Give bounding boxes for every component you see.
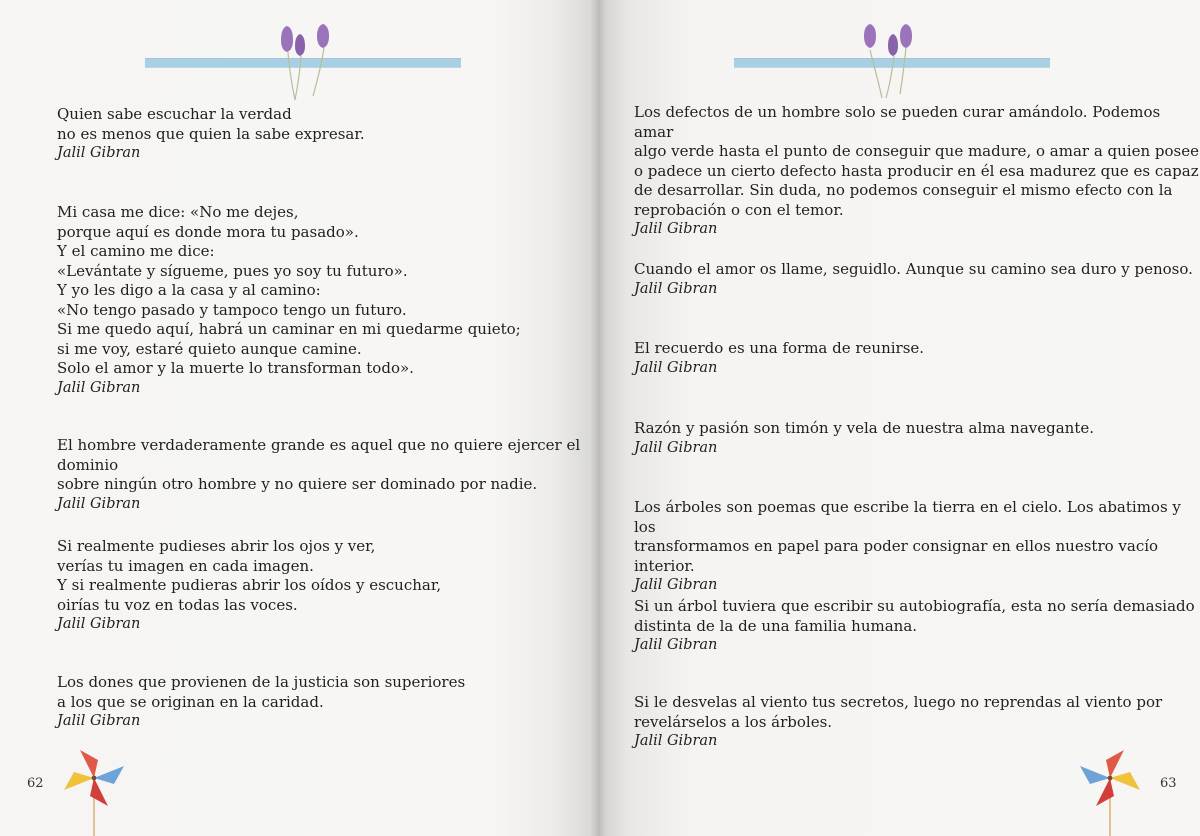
quote-text: Los defectos de un hombre solo se pueden curar amándolo. Podemos amar algo verde hasta el punto de conseguir que madure, o amar a quien posee o padece un cierto defecto hasta producir en él esa madurez que es capaz de desarrollar. Sin duda, no podemos conseguir el mismo efecto con la reprobación o con el temor. [634,103,1199,219]
quote-author: Jalil Gibran [634,637,718,653]
quote-block [57,105,365,164]
quote-author: Jalil Gibran [634,733,718,749]
quote-block [634,498,1200,596]
quote-author: Jalil Gibran [57,379,141,396]
page-number: 63 [1160,776,1177,791]
quote-author: Jalil Gibran [634,577,718,593]
top-ornament [734,22,1064,102]
quote-text: Si le desvelas al viento tus secretos, luego no reprendas al viento por revelárselos a los árboles. [634,693,1163,731]
quote-text: Si realmente pudieses abrir los ojos y ver, verías tu imagen en cada imagen. Y si realmente pudieras abrir los oídos y escuchar, oirías tu voz en todas las voces. [57,537,442,614]
quote-block [634,597,1195,656]
quote-block [634,419,1094,458]
quote-text: Cuando el amor os llame, seguidlo. Aunque su camino sea duro y penoso. [634,260,1193,278]
quote-author: Jalil Gibran [57,495,141,512]
quote-block [57,673,465,732]
quote-author: Jalil Gibran [634,359,718,376]
quote-block [634,103,1200,240]
quote-block [634,260,1193,299]
quote-author: Jalil Gibran [57,145,141,161]
pinwheel-icon [1074,744,1146,836]
left-page [0,0,598,836]
quote-author: Jalil Gibran [57,713,141,729]
quote-author: Jalil Gibran [634,221,718,237]
tulip-ribbon-icon [271,22,341,102]
top-ornament [145,22,475,102]
pinwheel-icon [58,744,130,836]
quote-author: Jalil Gibran [634,439,718,456]
quote-block [57,436,598,514]
quote-author: Jalil Gibran [57,616,141,632]
quote-text: El recuerdo es una forma de reunirse. [634,339,925,357]
quote-text: Mi casa me dice: «No me dejes, porque aquí es donde mora tu pasado». Y el camino me dice: «Levántate y sígueme, pues yo soy tu futuro». Y yo les digo a la casa y al camino: «No tengo pasado y tampoco tengo un futuro. Si me quedo aquí, habrá un caminar en mi quedarme quieto; si me voy, estaré quieto aunque camine. Solo el amor y la muerte lo transforman todo». [57,203,521,377]
page-number: 62 [27,776,44,791]
quote-block [634,693,1162,752]
quote-block [634,339,924,378]
quote-author: Jalil Gibran [634,280,718,297]
quote-text: El hombre verdaderamente grande es aquel que no quiere ejercer el dominio sobre ningún otro hombre y no quiere ser dominado por nadie. [57,436,581,493]
tulip-ribbon-icon [860,22,930,102]
book-spine [590,0,606,836]
quote-text: Los árboles son poemas que escribe la tierra en el cielo. Los abatimos y los transformamos en papel para poder consignar en ellos nuestro vacío interior. [634,498,1181,575]
quote-block [57,203,521,398]
quote-text: Razón y pasión son timón y vela de nuestra alma navegante. [634,419,1095,437]
quote-text: Los dones que provienen de la justicia son superiores a los que se originan en la caridad. [57,673,466,711]
quote-text: Quien sabe escuchar la verdad no es menos que quien la sabe expresar. [57,105,365,143]
quote-text: Si un árbol tuviera que escribir su autobiografía, esta no sería demasiado distinta de la de una familia humana. [634,597,1195,635]
quote-block [57,537,441,635]
right-page [598,0,1200,836]
